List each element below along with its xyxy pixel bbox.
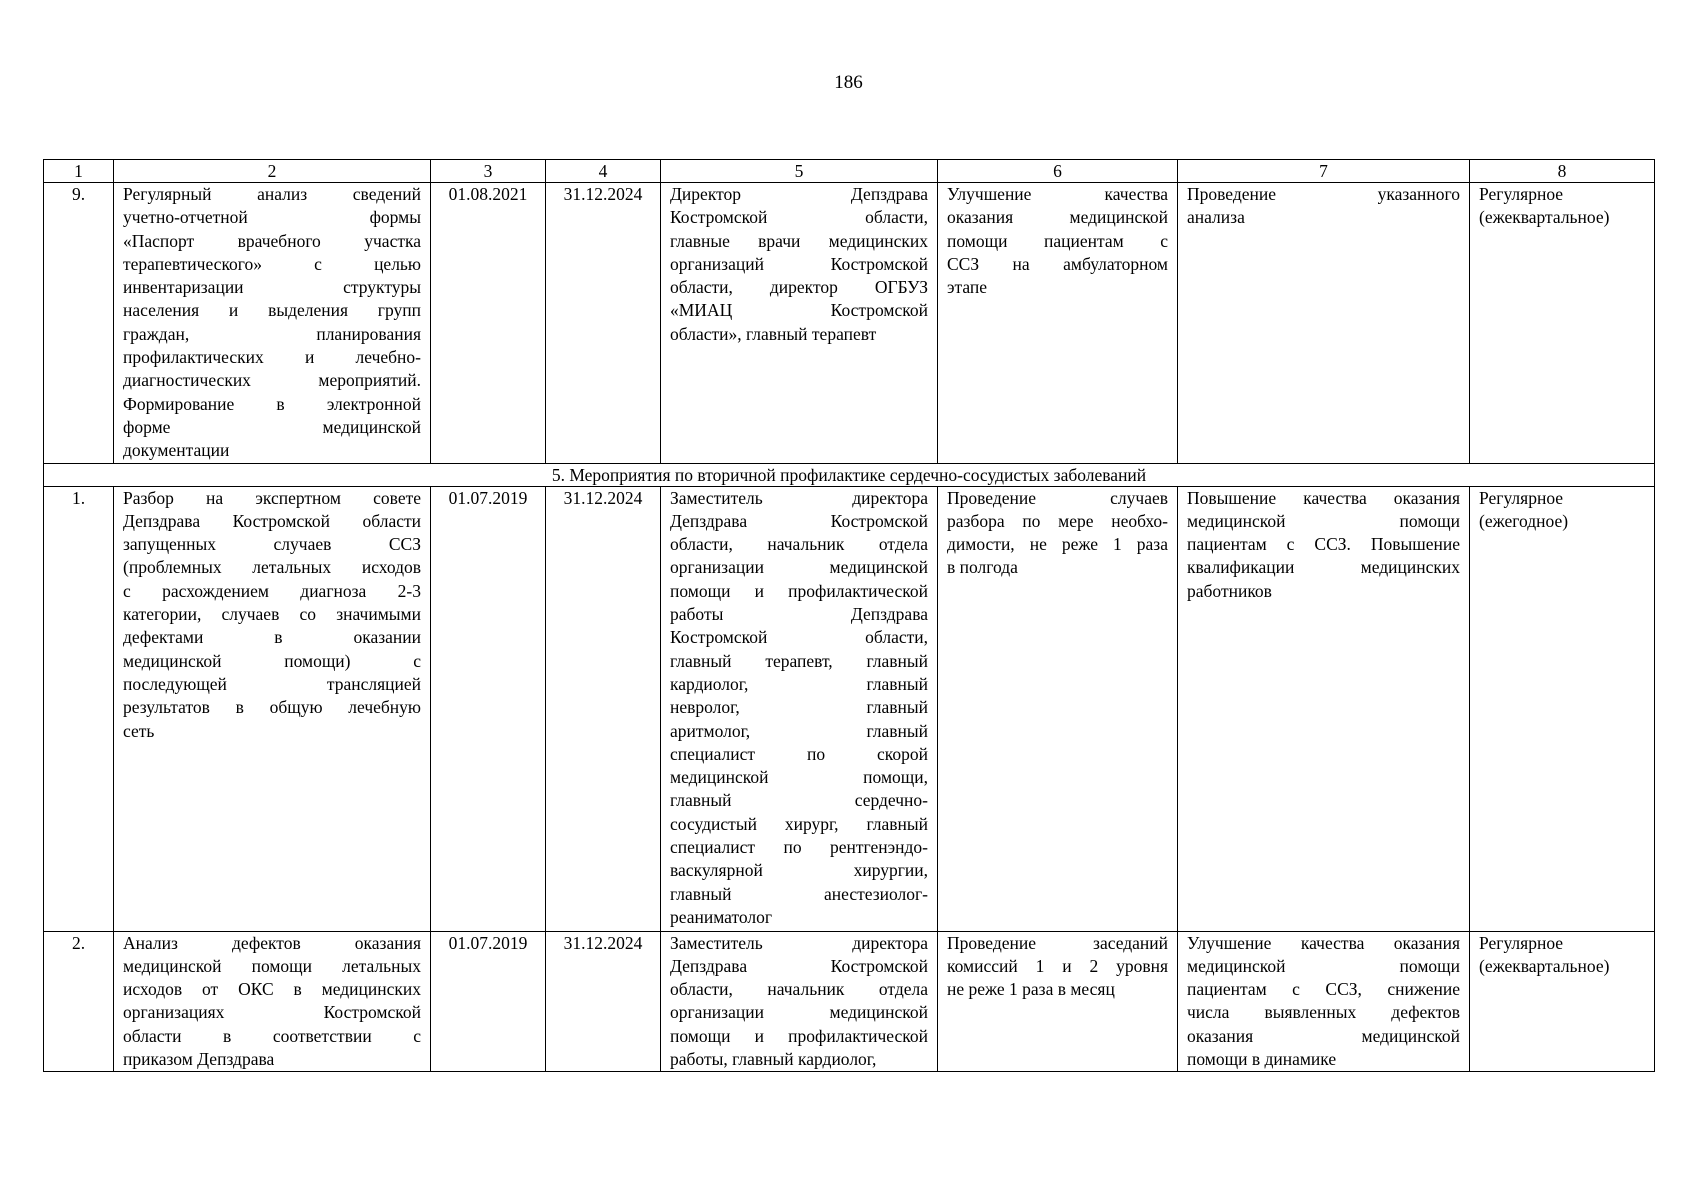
cell-text-line: реаниматолог <box>670 906 773 927</box>
header-cell: 3 <box>431 160 546 183</box>
result-cell <box>938 183 1178 464</box>
cell-text-line: инвентаризации структуры <box>123 277 421 298</box>
cell-text-line: Анализ дефектов оказания <box>123 932 421 953</box>
cell-text-line: Регулярное <box>1479 932 1564 953</box>
plan-table <box>43 159 1655 1072</box>
cell-text-line: главный сердечно- <box>670 790 928 811</box>
result-cell <box>938 486 1178 931</box>
header-cell: 4 <box>546 160 661 183</box>
cell-text-line: работников <box>1187 580 1272 601</box>
cell-text-line: (ежеквартальное) <box>1479 955 1610 976</box>
cell-text-line: Заместитель директора <box>670 932 928 953</box>
cell-text-line: помощи пациентам с <box>947 230 1168 251</box>
cell-text-line: профилактических и лечебно- <box>123 347 421 368</box>
cell-text-line: категории, случаев со значимыми <box>123 604 421 625</box>
cell-text-line: Депздрава Костромской <box>670 955 928 976</box>
section-title: 5. Мероприятия по вторичной профилактике сердечно-сосудистых заболеваний <box>44 463 1655 486</box>
cell-text-line: специалист по скорой <box>670 743 928 764</box>
cell-text-line: оказания медицинской <box>1187 1025 1460 1046</box>
cell-text-line: главный анестезиолог- <box>670 883 928 904</box>
section-row <box>44 463 1655 486</box>
cell-text-line: организаций Костромской <box>670 253 928 274</box>
cell-text-line: работы Депздрава <box>670 604 928 625</box>
cell-text-line: населения и выделения групп <box>123 300 421 321</box>
cell-text-line: медицинской помощи, <box>670 767 928 788</box>
cell-text-line: последующей трансляцией <box>123 673 421 694</box>
cell-text-line: не реже 1 раза в месяц <box>947 979 1115 1000</box>
cell-text-line: организациях Костромской <box>123 1002 421 1023</box>
cell-text-line: оказания медицинской <box>947 207 1168 228</box>
cell-text-line: Костромской области, <box>670 207 928 228</box>
cell-text-line: области, директор ОГБУЗ <box>670 277 928 298</box>
row-number: 9. <box>44 183 114 464</box>
frequency-cell <box>1470 183 1655 464</box>
cell-text-line: Регулярное <box>1479 184 1564 204</box>
cell-text-line: учетно-отчетной формы <box>123 207 421 228</box>
indicator-cell <box>1178 183 1470 464</box>
cell-text-line: Регулярный анализ сведений <box>123 184 421 204</box>
cell-text-line: области, начальник отдела <box>670 979 928 1000</box>
cell-text-line: медицинской помощи <box>1187 955 1460 976</box>
activity-cell <box>114 183 431 464</box>
cell-text-line: медицинской помощи летальных <box>123 955 421 976</box>
cell-text-line: сосудистый хирург, главный <box>670 813 928 834</box>
cell-text-line: Директор Депздрава <box>670 184 928 204</box>
cell-text-line: васкулярной хирургии, <box>670 860 928 881</box>
cell-text-line: Повышение качества оказания <box>1187 487 1460 508</box>
cell-text-line: форме медицинской <box>123 416 421 437</box>
cell-text-line: в полгода <box>947 557 1018 578</box>
cell-text-line: Улучшение качества оказания <box>1187 932 1460 953</box>
cell-text-line: документации <box>123 440 230 461</box>
row-number: 1. <box>44 486 114 931</box>
cell-text-line: анализа <box>1187 207 1245 228</box>
responsible-cell <box>661 486 938 931</box>
cell-text-line: медицинской помощи <box>1187 510 1460 531</box>
cell-text-line: запущенных случаев ССЗ <box>123 534 421 555</box>
cell-text-line: главный терапевт, главный <box>670 650 928 671</box>
cell-text-line: числа выявленных дефектов <box>1187 1002 1460 1023</box>
cell-text-line: пациентам с ССЗ. Повышение <box>1187 534 1460 555</box>
header-cell: 5 <box>661 160 938 183</box>
page-number: 186 <box>834 72 863 93</box>
cell-text-line: сеть <box>123 720 155 741</box>
cell-text-line: разбора по мере необхо- <box>947 510 1168 531</box>
cell-text-line: невролог, главный <box>670 697 928 718</box>
cell-text-line: этапе <box>947 277 988 298</box>
cell-text-line: Депздрава Костромской <box>670 510 928 531</box>
cell-text-line: области в соответствии с <box>123 1025 421 1046</box>
cell-text-line: специалист по рентгенэндо- <box>670 837 928 858</box>
header-cell: 7 <box>1178 160 1470 183</box>
start-date: 01.07.2019 <box>431 931 546 1072</box>
cell-text-line: «Паспорт врачебного участка <box>123 230 421 251</box>
cell-text-line: результатов в общую лечебную <box>123 697 421 718</box>
cell-text-line: (ежегодное) <box>1479 510 1569 531</box>
cell-text-line: комиссий 1 и 2 уровня <box>947 955 1168 976</box>
cell-text-line: исходов от ОКС в медицинских <box>123 979 421 1000</box>
cell-text-line: Проведение заседаний <box>947 932 1168 953</box>
cell-text-line: «МИАЦ Костромской <box>670 300 928 321</box>
activity-cell <box>114 931 431 1072</box>
cell-text-line: дефектами в оказании <box>123 627 421 648</box>
responsible-cell <box>661 931 938 1072</box>
cell-text-line: квалификации медицинских <box>1187 557 1460 578</box>
cell-text-line: помощи в динамике <box>1187 1049 1337 1070</box>
end-date: 31.12.2024 <box>546 931 661 1072</box>
header-cell: 8 <box>1470 160 1655 183</box>
cell-text-line: приказом Депздрава <box>123 1049 275 1070</box>
activity-cell <box>114 486 431 931</box>
cell-text-line: (ежеквартальное) <box>1479 207 1610 228</box>
cell-text-line: кардиолог, главный <box>670 673 928 694</box>
end-date: 31.12.2024 <box>546 183 661 464</box>
cell-text-line: Проведение случаев <box>947 487 1168 508</box>
indicator-cell <box>1178 486 1470 931</box>
table-row <box>44 183 1655 464</box>
responsible-cell <box>661 183 938 464</box>
cell-text-line: (проблемных летальных исходов <box>123 557 421 578</box>
result-cell <box>938 931 1178 1072</box>
frequency-cell <box>1470 486 1655 931</box>
frequency-cell <box>1470 931 1655 1072</box>
cell-text-line: помощи и профилактической <box>670 1025 928 1046</box>
header-cell: 1 <box>44 160 114 183</box>
header-row <box>44 160 1655 183</box>
cell-text-line: граждан, планирования <box>123 323 421 344</box>
cell-text-line: димости, не реже 1 раза <box>947 534 1168 555</box>
cell-text-line: Костромской области, <box>670 627 928 648</box>
cell-text-line: организации медицинской <box>670 1002 928 1023</box>
cell-text-line: диагностических мероприятий. <box>123 370 421 391</box>
cell-text-line: терапевтического» с целью <box>123 253 421 274</box>
cell-text-line: с расхождением диагноза 2-3 <box>123 580 421 601</box>
cell-text-line: медицинской помощи) с <box>123 650 421 671</box>
cell-text-line: Регулярное <box>1479 487 1564 508</box>
start-date: 01.08.2021 <box>431 183 546 464</box>
row-number: 2. <box>44 931 114 1072</box>
cell-text-line: аритмолог, главный <box>670 720 928 741</box>
cell-text-line: Улучшение качества <box>947 184 1168 204</box>
table-row <box>44 931 1655 1072</box>
start-date: 01.07.2019 <box>431 486 546 931</box>
cell-text-line: организации медицинской <box>670 557 928 578</box>
table-row <box>44 486 1655 931</box>
indicator-cell <box>1178 931 1470 1072</box>
cell-text-line: Формирование в электронной <box>123 393 421 414</box>
cell-text-line: ССЗ на амбулаторном <box>947 253 1168 274</box>
cell-text-line: Депздрава Костромской области <box>123 510 421 531</box>
cell-text-line: Разбор на экспертном совете <box>123 487 421 508</box>
cell-text-line: пациентам с ССЗ, снижение <box>1187 979 1460 1000</box>
cell-text-line: Заместитель директора <box>670 487 928 508</box>
cell-text-line: области», главный терапевт <box>670 323 877 344</box>
cell-text-line: помощи и профилактической <box>670 580 928 601</box>
cell-text-line: области, начальник отдела <box>670 534 928 555</box>
end-date: 31.12.2024 <box>546 486 661 931</box>
cell-text-line: Проведение указанного <box>1187 184 1460 204</box>
cell-text-line: работы, главный кардиолог, <box>670 1049 877 1070</box>
header-cell: 2 <box>114 160 431 183</box>
header-cell: 6 <box>938 160 1178 183</box>
cell-text-line: главные врачи медицинских <box>670 230 928 251</box>
